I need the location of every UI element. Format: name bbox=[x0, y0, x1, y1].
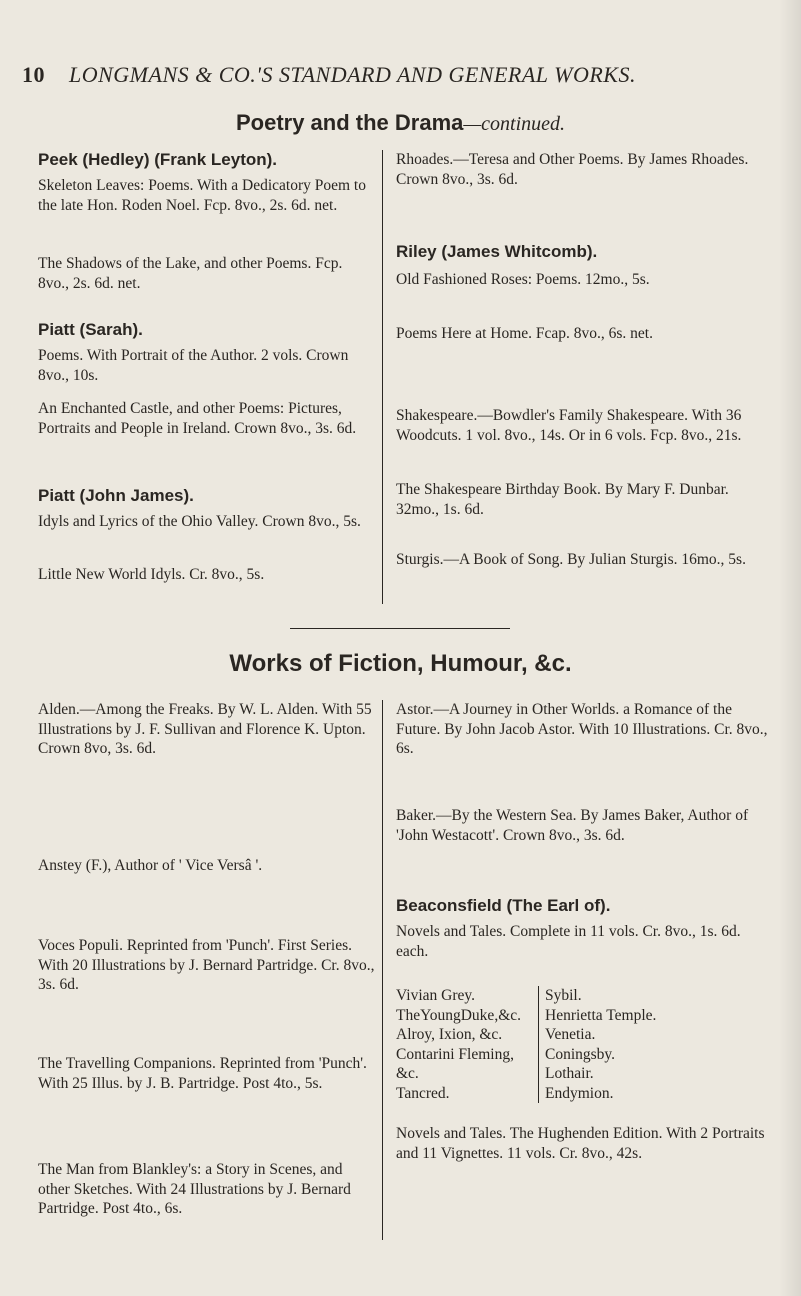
entry-text: An Enchanted Castle, and other Poems: Pictures, Portraits and People in Ireland. Crown 8vo., 3s. 6d. bbox=[38, 400, 357, 437]
section-separator bbox=[290, 628, 510, 629]
entry-text: The Travelling Companions. Reprinted from 'Punch'. With 25 Illus. by J. B. Partridge. Post 4to., 5s. bbox=[38, 1055, 367, 1092]
section-title-suffix: —continued. bbox=[463, 113, 566, 135]
section-title-text: Poetry and the Drama bbox=[235, 110, 464, 135]
entry-text: Sturgis.—A Book of Song. By Julian Sturgis. 16mo., 5s. bbox=[396, 551, 746, 568]
list-item: Lothair. bbox=[545, 1065, 594, 1082]
entry-text: Baker.—By the Western Sea. By James Baker, Author of 'John Westacott'. Crown 8vo., 3s. 6d. bbox=[396, 807, 749, 844]
running-title: LONGMANS & CO.'S STANDARD AND GENERAL WORKS. bbox=[69, 62, 636, 87]
list-item: Contarini Fleming, &c. bbox=[396, 1045, 514, 1082]
entry-text: Idyls and Lyrics of the Ohio Valley. Crown 8vo., 5s. bbox=[38, 513, 361, 530]
poetry-left-column bbox=[38, 150, 376, 710]
entry-text: The Man from Blankley's: a Story in Scenes, and other Sketches. With 24 Illustrations by J. Bernard Partridge. Post 4to., 6s. bbox=[38, 1161, 351, 1217]
entry-text: Poems. With Portrait of the Author. 2 vols. Crown 8vo., 10s. bbox=[38, 347, 349, 384]
section-title-fiction: Works of Fiction, Humour, &c. bbox=[229, 650, 572, 677]
entry-text: Astor.—A Journey in Other Worlds. a Romance of the Future. By John Jacob Astor. With 10 Illustrations. Cr. 8vo., 6s. bbox=[396, 701, 768, 757]
entry-heading: Piatt (Sarah). bbox=[38, 320, 143, 339]
entry-heading: Peek (Hedley) (Frank Leyton). bbox=[38, 150, 278, 169]
list-item: Alroy, Ixion, &c. bbox=[396, 1026, 503, 1043]
list-item: Henrietta Temple. bbox=[545, 1006, 657, 1024]
list-item: Endymion. bbox=[545, 1084, 614, 1102]
novels-list bbox=[396, 986, 770, 1108]
list-item: Tancred. bbox=[396, 1084, 450, 1102]
column-divider bbox=[382, 700, 383, 1240]
entry-text: Novels and Tales. Complete in 11 vols. Cr. 8vo., 1s. 6d. each. bbox=[396, 923, 741, 960]
novels-list-column-b bbox=[538, 986, 745, 1103]
fiction-left-column bbox=[38, 700, 376, 1260]
column-divider bbox=[382, 150, 383, 604]
poetry-right-column bbox=[396, 150, 770, 710]
entry-heading: Riley (James Whitcomb). bbox=[396, 242, 598, 261]
entry-text: Rhoades.—Teresa and Other Poems. By James Rhoades. Crown 8vo., 3s. 6d. bbox=[396, 151, 749, 188]
entry-text: Little New World Idyls. Cr. 8vo., 5s. bbox=[38, 566, 265, 583]
list-item: Sybil. bbox=[545, 987, 582, 1004]
list-item: Coningsby. bbox=[545, 1045, 616, 1063]
entry-text: Skeleton Leaves: Poems. With a Dedicatory Poem to the late Hon. Roden Noel. Fcp. 8vo., 2s. 6d. net. bbox=[38, 177, 366, 214]
entry-text: The Shakespeare Birthday Book. By Mary F. Dunbar. 32mo., 1s. 6d. bbox=[396, 481, 729, 518]
page-number: 10 bbox=[22, 62, 45, 87]
entry-text: The Shadows of the Lake, and other Poems. Fcp. 8vo., 2s. 6d. net. bbox=[38, 255, 343, 292]
entry-text: Old Fashioned Roses: Poems. 12mo., 5s. bbox=[396, 271, 650, 288]
section-title-poetry bbox=[0, 110, 801, 136]
page-edge-shadow bbox=[779, 0, 801, 1296]
fiction-right-column bbox=[396, 700, 770, 1260]
entry-text: Alden.—Among the Freaks. By W. L. Alden. With 55 Illustrations by J. F. Sullivan and Florence K. Upton. Crown 8vo, 3s. 6d. bbox=[38, 701, 372, 757]
list-item: TheYoungDuke,&c. bbox=[396, 1006, 521, 1024]
entry-heading: Beaconsfield (The Earl of). bbox=[396, 896, 611, 915]
entry-text: Poems Here at Home. Fcap. 8vo., 6s. net. bbox=[396, 325, 653, 342]
entry-text: Novels and Tales. The Hughenden Edition. With 2 Portraits and 11 Vignettes. 11 vols. Cr. 8vo., 42s. bbox=[396, 1125, 765, 1162]
novels-list-column-a bbox=[396, 986, 536, 1103]
list-item: Vivian Grey. bbox=[396, 987, 475, 1004]
entry-text: Shakespeare.—Bowdler's Family Shakespeare. With 36 Woodcuts. 1 vol. 8vo., 14s. Or in 6 vols. Fcp. 8vo., 21s. bbox=[396, 407, 742, 444]
entry-text: Anstey (F.), Author of ' Vice Versâ '. bbox=[38, 857, 263, 874]
entry-text: Voces Populi. Reprinted from 'Punch'. First Series. With 20 Illustrations by J. Bernard Partridge. Cr. 8vo., 3s. 6d. bbox=[38, 937, 375, 993]
entry-heading: Piatt (John James). bbox=[38, 486, 194, 505]
list-item: Venetia. bbox=[545, 1026, 596, 1043]
running-header bbox=[22, 62, 762, 88]
